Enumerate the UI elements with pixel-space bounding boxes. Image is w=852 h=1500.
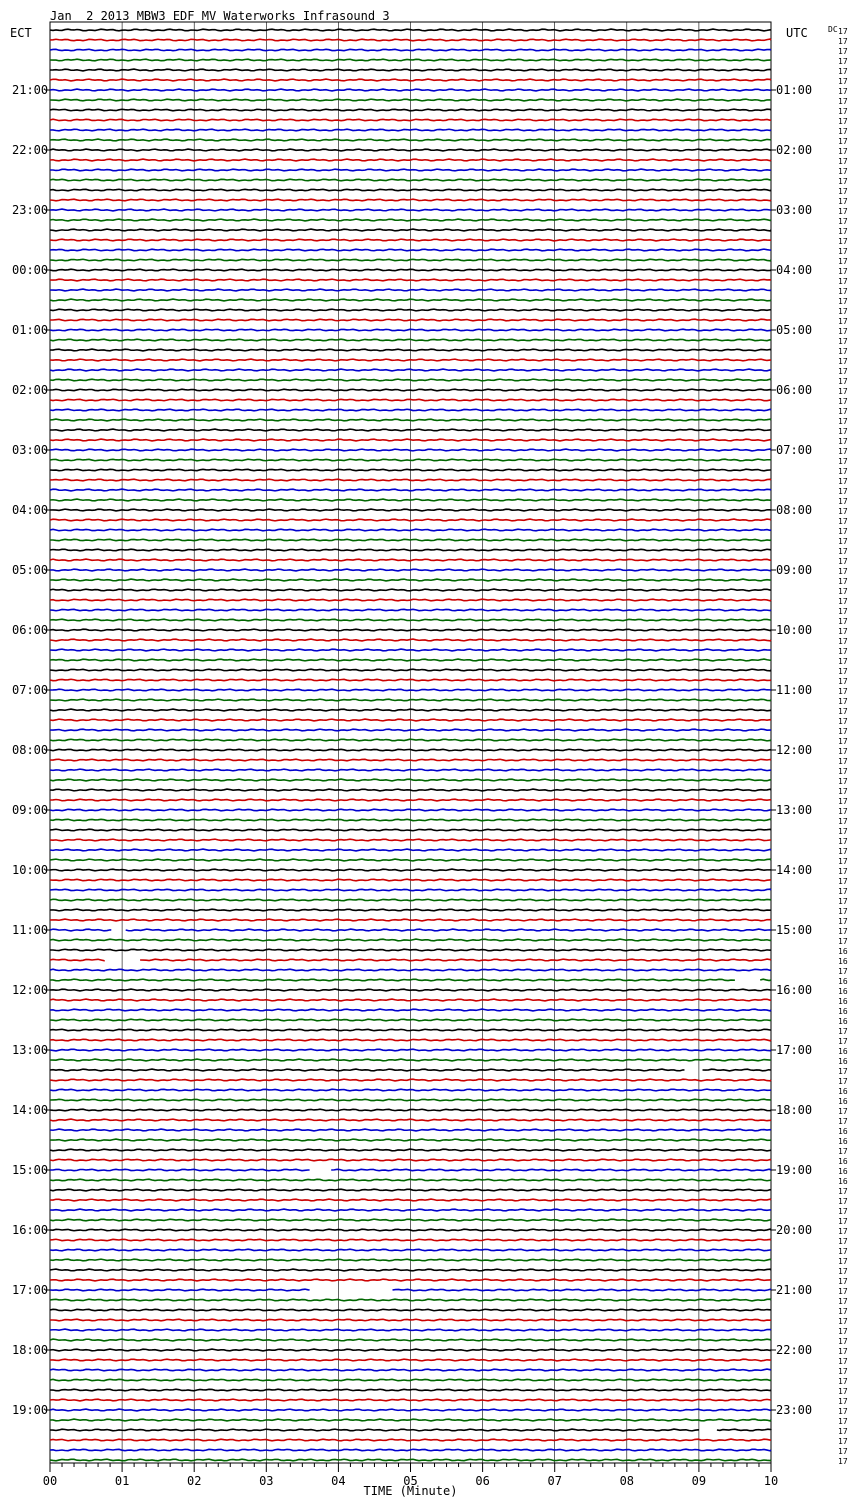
trace-value-label: 17 bbox=[838, 907, 848, 916]
left-hour-label: 05:00 bbox=[12, 563, 49, 577]
trace-value-label: 17 bbox=[838, 357, 848, 366]
seismic-trace bbox=[50, 1139, 771, 1141]
left-hour-label: 03:00 bbox=[12, 443, 49, 457]
seismic-trace bbox=[50, 1169, 771, 1171]
trace-value-label: 17 bbox=[838, 297, 848, 306]
seismic-trace bbox=[50, 569, 771, 571]
trace-value-label: 17 bbox=[838, 1417, 848, 1426]
seismic-trace bbox=[50, 1099, 771, 1101]
trace-value-label: 17 bbox=[838, 697, 848, 706]
right-hour-label: 13:00 bbox=[776, 803, 813, 817]
left-hour-label: 10:00 bbox=[12, 863, 49, 877]
left-hour-label: 02:00 bbox=[12, 383, 49, 397]
trace-value-label: 17 bbox=[838, 287, 848, 296]
trace-value-label: 17 bbox=[838, 1207, 848, 1216]
left-hour-label: 15:00 bbox=[12, 1163, 49, 1177]
trace-value-label: 17 bbox=[838, 817, 848, 826]
x-tick-label: 04 bbox=[331, 1474, 346, 1488]
trace-value-label: 16 bbox=[838, 1177, 848, 1186]
trace-value-label: 17 bbox=[838, 1297, 848, 1306]
trace-value-label: 16 bbox=[838, 977, 848, 986]
trace-value-label: 17 bbox=[838, 177, 848, 186]
trace-value-label: 17 bbox=[838, 487, 848, 496]
seismic-trace bbox=[50, 1199, 771, 1201]
seismic-trace bbox=[50, 789, 771, 791]
trace-value-label: 17 bbox=[838, 1407, 848, 1416]
trace-value-label: 17 bbox=[838, 847, 848, 856]
trace-value-label: 17 bbox=[838, 167, 848, 176]
left-hour-label: 00:00 bbox=[12, 263, 49, 277]
seismic-trace bbox=[50, 499, 771, 501]
trace-value-label: 17 bbox=[838, 1307, 848, 1316]
seismic-trace bbox=[50, 1449, 771, 1451]
trace-value-label: 17 bbox=[838, 107, 848, 116]
seismic-trace bbox=[50, 1039, 771, 1041]
seismic-trace bbox=[50, 1389, 771, 1391]
seismic-trace bbox=[50, 579, 771, 581]
seismic-trace bbox=[50, 949, 771, 951]
trace-value-label: 17 bbox=[838, 1427, 848, 1436]
trace-value-label: 17 bbox=[838, 1247, 848, 1256]
seismic-trace bbox=[50, 99, 771, 101]
trace-value-label: 17 bbox=[838, 877, 848, 886]
trace-value-label: 17 bbox=[838, 1257, 848, 1266]
right-hour-label: 06:00 bbox=[776, 383, 813, 397]
seismic-trace bbox=[50, 799, 771, 801]
trace-value-label: 16 bbox=[838, 987, 848, 996]
seismic-trace bbox=[50, 289, 771, 291]
seismic-trace bbox=[50, 879, 771, 881]
seismic-trace bbox=[50, 129, 771, 131]
trace-value-label: 17 bbox=[838, 457, 848, 466]
trace-value-label: 17 bbox=[838, 437, 848, 446]
left-hour-label: 19:00 bbox=[12, 1403, 49, 1417]
trace-value-label: 16 bbox=[838, 1097, 848, 1106]
trace-value-label: 17 bbox=[838, 617, 848, 626]
seismic-trace bbox=[50, 1069, 771, 1071]
right-hour-label: 11:00 bbox=[776, 683, 813, 697]
trace-value-label: 17 bbox=[838, 1447, 848, 1456]
seismic-trace bbox=[50, 1259, 771, 1261]
trace-value-label: 17 bbox=[838, 187, 848, 196]
trace-value-label: 17 bbox=[838, 1337, 848, 1346]
trace-value-label: 17 bbox=[838, 1377, 848, 1386]
trace-value-label: 17 bbox=[838, 427, 848, 436]
trace-value-label: 16 bbox=[838, 1057, 848, 1066]
trace-value-label: 17 bbox=[838, 127, 848, 136]
right-hour-label: 21:00 bbox=[776, 1283, 813, 1297]
right-hour-label: 07:00 bbox=[776, 443, 813, 457]
chart-title: Jan 2 2013 MBW3 EDF MV Waterworks Infrasound 3 bbox=[50, 9, 390, 23]
trace-value-label: 17 bbox=[838, 1077, 848, 1086]
x-tick-label: 09 bbox=[691, 1474, 707, 1488]
trace-value-label: 16 bbox=[838, 997, 848, 1006]
trace-value-label: 17 bbox=[838, 337, 848, 346]
left-hour-label: 17:00 bbox=[12, 1283, 49, 1297]
seismic-trace bbox=[50, 509, 771, 511]
trace-value-label: 17 bbox=[838, 397, 848, 406]
left-hour-label: 16:00 bbox=[12, 1223, 49, 1237]
trace-value-label: 17 bbox=[838, 1027, 848, 1036]
trace-value-label: 17 bbox=[838, 517, 848, 526]
trace-value-label: 17 bbox=[838, 1277, 848, 1286]
trace-value-label: 17 bbox=[838, 367, 848, 376]
seismic-trace bbox=[50, 729, 771, 731]
right-hour-label: 03:00 bbox=[776, 203, 813, 217]
trace-value-label: 17 bbox=[838, 767, 848, 776]
trace-value-label: 17 bbox=[838, 117, 848, 126]
seismic-trace bbox=[50, 319, 771, 321]
trace-value-label: 17 bbox=[838, 207, 848, 216]
right-hour-label: 04:00 bbox=[776, 263, 813, 277]
trace-value-label: 17 bbox=[838, 37, 848, 46]
trace-value-label: 17 bbox=[838, 597, 848, 606]
seismic-trace bbox=[50, 929, 771, 931]
trace-value-label: 17 bbox=[838, 317, 848, 326]
x-axis-label: TIME (Minute) bbox=[363, 1484, 458, 1498]
left-hour-label: 04:00 bbox=[12, 503, 49, 517]
seismic-trace bbox=[50, 649, 771, 651]
trace-value-label: 17 bbox=[838, 307, 848, 316]
seismic-trace bbox=[50, 409, 771, 411]
right-hour-label: 09:00 bbox=[776, 563, 813, 577]
left-hour-label: 06:00 bbox=[12, 623, 49, 637]
seismic-trace bbox=[50, 379, 771, 381]
x-tick-label: 03 bbox=[259, 1474, 274, 1488]
trace-value-label: 17 bbox=[838, 507, 848, 516]
seismic-trace bbox=[50, 849, 771, 851]
right-hour-label: 19:00 bbox=[776, 1163, 813, 1177]
trace-value-label: 17 bbox=[838, 717, 848, 726]
trace-value-label: 17 bbox=[838, 857, 848, 866]
left-hour-label: 12:00 bbox=[12, 983, 49, 997]
trace-value-label: 17 bbox=[838, 537, 848, 546]
trace-value-label: 17 bbox=[838, 1117, 848, 1126]
trace-value-label: 17 bbox=[838, 1357, 848, 1366]
seismic-trace bbox=[50, 1009, 771, 1011]
trace-value-label: 17 bbox=[838, 787, 848, 796]
trace-value-label: 17 bbox=[838, 1437, 848, 1446]
trace-value-label: 17 bbox=[838, 1237, 848, 1246]
trace-value-label: 17 bbox=[838, 687, 848, 696]
seismic-trace bbox=[50, 429, 771, 431]
trace-value-label: 17 bbox=[838, 547, 848, 556]
trace-value-label: 17 bbox=[838, 677, 848, 686]
seismic-trace bbox=[50, 159, 771, 161]
trace-value-label: 17 bbox=[838, 1067, 848, 1076]
trace-value-label: 17 bbox=[838, 1147, 848, 1156]
seismic-trace bbox=[50, 169, 771, 171]
trace-value-label: 17 bbox=[838, 277, 848, 286]
x-tick-label: 02 bbox=[186, 1474, 202, 1488]
right-hour-label: 15:00 bbox=[776, 923, 813, 937]
trace-value-label: 17 bbox=[838, 97, 848, 106]
trace-value-label: 16 bbox=[838, 1127, 848, 1136]
trace-value-label: 16 bbox=[838, 1157, 848, 1166]
trace-value-label: 17 bbox=[838, 67, 848, 76]
trace-value-label: 16 bbox=[838, 1017, 848, 1026]
left-hour-label: 18:00 bbox=[12, 1343, 49, 1357]
seismic-trace bbox=[50, 189, 771, 191]
trace-value-label: 17 bbox=[838, 887, 848, 896]
seismic-trace bbox=[50, 539, 771, 541]
trace-value-label: 17 bbox=[838, 257, 848, 266]
trace-value-label: 17 bbox=[838, 157, 848, 166]
trace-value-label: 17 bbox=[838, 1217, 848, 1226]
trace-value-label: 17 bbox=[838, 657, 848, 666]
trace-value-label: 17 bbox=[838, 347, 848, 356]
seismic-trace bbox=[50, 1349, 771, 1351]
right-timezone-label: UTC bbox=[786, 26, 808, 40]
seismic-trace bbox=[50, 1129, 771, 1131]
trace-value-label: 17 bbox=[838, 587, 848, 596]
trace-value-label: 17 bbox=[838, 387, 848, 396]
trace-value-label: 17 bbox=[838, 267, 848, 276]
seismic-trace bbox=[50, 1289, 771, 1291]
seismic-trace bbox=[50, 909, 771, 911]
right-hour-label: 17:00 bbox=[776, 1043, 813, 1057]
left-hour-label: 23:00 bbox=[12, 203, 49, 217]
trace-value-label: 16 bbox=[838, 1047, 848, 1056]
trace-value-label: 17 bbox=[838, 197, 848, 206]
right-hour-label: 01:00 bbox=[776, 83, 813, 97]
trace-value-label: 17 bbox=[838, 737, 848, 746]
trace-value-label: 17 bbox=[838, 777, 848, 786]
left-hour-label: 01:00 bbox=[12, 323, 49, 337]
seismic-trace bbox=[50, 1229, 771, 1231]
seismic-trace bbox=[50, 1359, 771, 1361]
right-hour-label: 10:00 bbox=[776, 623, 813, 637]
trace-value-label: 16 bbox=[838, 947, 848, 956]
seismic-trace bbox=[50, 1019, 771, 1021]
trace-value-label: 17 bbox=[838, 1457, 848, 1466]
trace-value-label: 17 bbox=[838, 417, 848, 426]
trace-value-label: 17 bbox=[838, 647, 848, 656]
trace-value-label: 17 bbox=[838, 57, 848, 66]
trace-value-label: 17 bbox=[838, 1327, 848, 1336]
right-hour-label: 23:00 bbox=[776, 1403, 813, 1417]
seismic-trace bbox=[50, 349, 771, 351]
right-hour-label: 18:00 bbox=[776, 1103, 813, 1117]
seismic-trace bbox=[50, 469, 771, 471]
trace-value-label: 17 bbox=[838, 47, 848, 56]
trace-value-label: 17 bbox=[838, 147, 848, 156]
trace-value-label: 17 bbox=[838, 447, 848, 456]
x-tick-label: 08 bbox=[619, 1474, 635, 1488]
x-tick-label: 07 bbox=[547, 1474, 562, 1488]
trace-value-label: 17 bbox=[838, 217, 848, 226]
trace-value-label: 16 bbox=[838, 1007, 848, 1016]
left-hour-label: 21:00 bbox=[12, 83, 49, 97]
seismic-trace bbox=[50, 1209, 771, 1211]
trace-value-label: 17 bbox=[838, 87, 848, 96]
trace-value-label: 17 bbox=[838, 667, 848, 676]
x-tick-label: 10 bbox=[763, 1474, 779, 1488]
right-hour-label: 20:00 bbox=[776, 1223, 813, 1237]
seismic-trace bbox=[50, 1059, 771, 1061]
trace-value-label: 17 bbox=[838, 1267, 848, 1276]
trace-value-label: 17 bbox=[838, 137, 848, 146]
trace-value-label: 17 bbox=[838, 967, 848, 976]
left-hour-label: 08:00 bbox=[12, 743, 49, 757]
trace-value-label: 17 bbox=[838, 1387, 848, 1396]
left-hour-label: 13:00 bbox=[12, 1043, 49, 1057]
trace-value-label: 17 bbox=[838, 1107, 848, 1116]
trace-value-label: 17 bbox=[838, 1397, 848, 1406]
seismic-trace bbox=[50, 629, 771, 631]
trace-value-label: 17 bbox=[838, 567, 848, 576]
left-hour-label: 09:00 bbox=[12, 803, 49, 817]
x-tick-label: 00 bbox=[42, 1474, 58, 1488]
left-hour-label: 11:00 bbox=[12, 923, 49, 937]
trace-value-label: 17 bbox=[838, 917, 848, 926]
right-hour-label: 14:00 bbox=[776, 863, 813, 877]
right-hour-label: 16:00 bbox=[776, 983, 813, 997]
trace-value-label: 16 bbox=[838, 957, 848, 966]
trace-value-label: 17 bbox=[838, 807, 848, 816]
trace-value-label: 16 bbox=[838, 1167, 848, 1176]
seismic-trace bbox=[50, 1279, 771, 1281]
right-hour-label: 02:00 bbox=[776, 143, 813, 157]
trace-value-label: 17 bbox=[838, 757, 848, 766]
trace-value-label: 17 bbox=[838, 227, 848, 236]
seismic-trace bbox=[50, 389, 771, 391]
x-tick-label: 01 bbox=[114, 1474, 130, 1488]
trace-value-label: 17 bbox=[838, 1197, 848, 1206]
left-hour-label: 07:00 bbox=[12, 683, 49, 697]
trace-value-label: 17 bbox=[838, 477, 848, 486]
trace-value-label: 17 bbox=[838, 1287, 848, 1296]
right-hour-label: 08:00 bbox=[776, 503, 813, 517]
x-tick-label: 05 bbox=[403, 1474, 418, 1488]
trace-value-label: 17 bbox=[838, 727, 848, 736]
trace-value-label: 17 bbox=[838, 1347, 848, 1356]
trace-value-label: 17 bbox=[838, 577, 848, 586]
x-tick-label: 06 bbox=[475, 1474, 490, 1488]
left-timezone-label: ECT bbox=[10, 26, 32, 40]
seismic-trace bbox=[50, 1429, 771, 1431]
right-hour-label: 22:00 bbox=[776, 1343, 813, 1357]
trace-value-label: 16 bbox=[838, 1087, 848, 1096]
trace-value-label: 17 bbox=[838, 637, 848, 646]
trace-value-label: 17 bbox=[838, 327, 848, 336]
trace-value-label: 17 bbox=[838, 707, 848, 716]
trace-value-label: 17 bbox=[838, 527, 848, 536]
seismic-trace bbox=[50, 689, 771, 691]
seismic-trace bbox=[50, 599, 771, 601]
trace-value-label: 17 bbox=[838, 797, 848, 806]
trace-value-label: 17 bbox=[838, 1317, 848, 1326]
right-hour-label: 05:00 bbox=[776, 323, 813, 337]
trace-value-label: 17 bbox=[838, 1367, 848, 1376]
dc-label: DC bbox=[828, 25, 838, 34]
seismic-trace bbox=[50, 279, 771, 281]
trace-value-label: 16 bbox=[838, 1137, 848, 1146]
trace-value-label: 17 bbox=[838, 377, 848, 386]
trace-value-label: 17 bbox=[838, 927, 848, 936]
trace-value-label: 17 bbox=[838, 237, 848, 246]
seismic-trace bbox=[50, 979, 771, 981]
left-hour-label: 14:00 bbox=[12, 1103, 49, 1117]
trace-value-label: 17 bbox=[838, 77, 848, 86]
trace-value-label: 17 bbox=[838, 867, 848, 876]
left-hour-label: 22:00 bbox=[12, 143, 49, 157]
trace-value-label: 17 bbox=[838, 1037, 848, 1046]
trace-value-label: 17 bbox=[838, 747, 848, 756]
seismic-trace bbox=[50, 819, 771, 821]
trace-value-label: 17 bbox=[838, 897, 848, 906]
trace-value-label: 17 bbox=[838, 497, 848, 506]
right-hour-label: 12:00 bbox=[776, 743, 813, 757]
trace-value-label: 17 bbox=[838, 467, 848, 476]
trace-value-label: 17 bbox=[838, 557, 848, 566]
seismic-trace bbox=[50, 719, 771, 721]
seismic-trace bbox=[50, 1319, 771, 1321]
trace-value-label: 17 bbox=[838, 407, 848, 416]
trace-value-label: 17 bbox=[838, 1227, 848, 1236]
trace-value-label: 17 bbox=[838, 827, 848, 836]
trace-value-label: 17 bbox=[838, 607, 848, 616]
trace-value-label: 17 bbox=[838, 837, 848, 846]
trace-value-label: 17 bbox=[838, 1187, 848, 1196]
trace-value-label: 17 bbox=[838, 627, 848, 636]
trace-value-label: 17 bbox=[838, 27, 848, 36]
trace-value-label: 17 bbox=[838, 937, 848, 946]
trace-value-label: 17 bbox=[838, 247, 848, 256]
seismic-trace bbox=[50, 59, 771, 61]
seismic-trace bbox=[50, 759, 771, 761]
